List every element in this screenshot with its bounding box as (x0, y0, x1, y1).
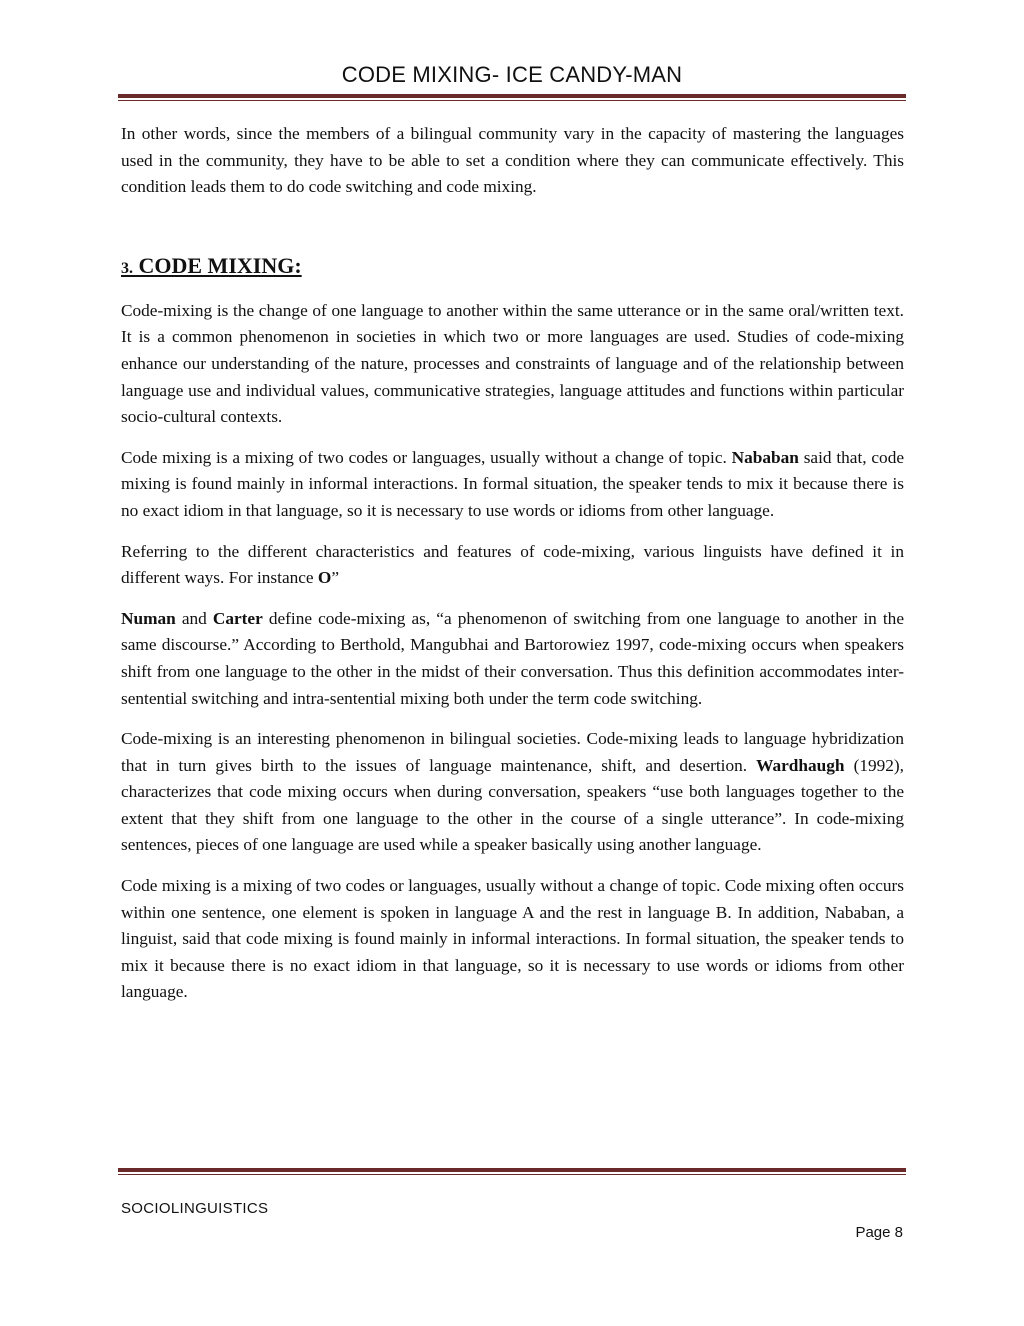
author-name: Numan (121, 608, 176, 628)
paragraph-text: and (175, 608, 213, 628)
bold-letter: O (317, 568, 332, 588)
author-name: Carter (212, 608, 263, 628)
footer-divider (118, 1168, 906, 1175)
paragraph-characteristics (121, 539, 904, 592)
page-content (121, 121, 904, 1020)
intro-paragraph: In other words, since the members of a bilingual community vary in the capacity of mastering the languages used in the community, they have to be able to set a condition where they can communicate effectively. This condition leads them to do code switching and code mixing. (121, 124, 904, 197)
footer-divider-thin (118, 1174, 906, 1175)
header-divider-thin (118, 100, 906, 101)
paragraph-text: define code-mixing as, “a phenomenon of switching from one language to another in the same discourse.” According to Berthold, Mangubhai and Bartorowiez 1997, code-mixing occurs when speakers shift from one language to the other in the midst of their conversation. Thus this definition accommodates inter-sentential switching and intra-sentential mixing both under the term code switching. (121, 608, 904, 708)
section-heading (121, 251, 904, 284)
section-number: 3. (121, 259, 133, 277)
author-name: Wardhaugh (756, 755, 845, 775)
paragraph-nababan (121, 445, 904, 525)
paragraph-text: Code mixing is a mixing of two codes or languages, usually without a change of topic. (121, 447, 732, 467)
paragraph-text: Code-mixing is an interesting phenomenon in bilingual societies. Code-mixing leads to language hybridization that in turn gives birth to the issues of language maintenance, shift, and desertion. (121, 729, 904, 775)
paragraph-numan-carter (121, 606, 904, 712)
page-number: Page 8 (855, 1224, 903, 1241)
paragraph-text: ” (331, 568, 340, 588)
paragraph-wardhaugh (121, 726, 904, 859)
section-title: CODE MIXING: (138, 252, 302, 278)
author-name: Nababan (731, 447, 799, 467)
footer-subject: SOCIOLINGUISTICS (121, 1200, 269, 1217)
paragraph-text: said that, code mixing is found mainly in informal interactions. In formal situation, the speaker tends to mix it because there is no exact idiom in that language, so it is necessary to use words or idioms from other language. (121, 447, 905, 520)
header-divider-thick (118, 94, 906, 98)
paragraph-summary: Code mixing is a mixing of two codes or languages, usually without a change of topic. Code mixing often occurs within one sentence, one element is spoken in language A and the rest in language B. In addition, Nababan, a linguist, said that code mixing is found mainly in informal interactions. In formal situation, the speaker tends to mix it because there is no exact idiom in that language, so it is necessary to use words or idioms from other language. (121, 876, 904, 1002)
paragraph-text: Referring to the different characteristics and features of code-mixing, various linguists have defined it in different ways. For instance (121, 541, 904, 588)
header-divider (118, 94, 906, 101)
paragraph-definition: Code-mixing is the change of one language to another within the same utterance or in the same oral/written text. It is a common phenomenon in societies in which two or more languages are used. Studies of code-mixing enhance our understanding of the nature, processes and constraints of language and of the relationship between language use and individual values, communicative strategies, language attitudes and functions within particular socio-cultural contexts. (121, 300, 904, 427)
footer-divider-thick (118, 1168, 906, 1172)
paragraph-text: (1992), characterizes that code mixing occurs when during conversation, speakers “use both languages together to the extent that they shift from one language to the other in the course of a single utterance”. In code-mixing sentences, pieces of one language are used while a speaker basically using another language. (121, 755, 904, 855)
page-header-title: CODE MIXING- ICE CANDY-MAN (341, 62, 683, 87)
